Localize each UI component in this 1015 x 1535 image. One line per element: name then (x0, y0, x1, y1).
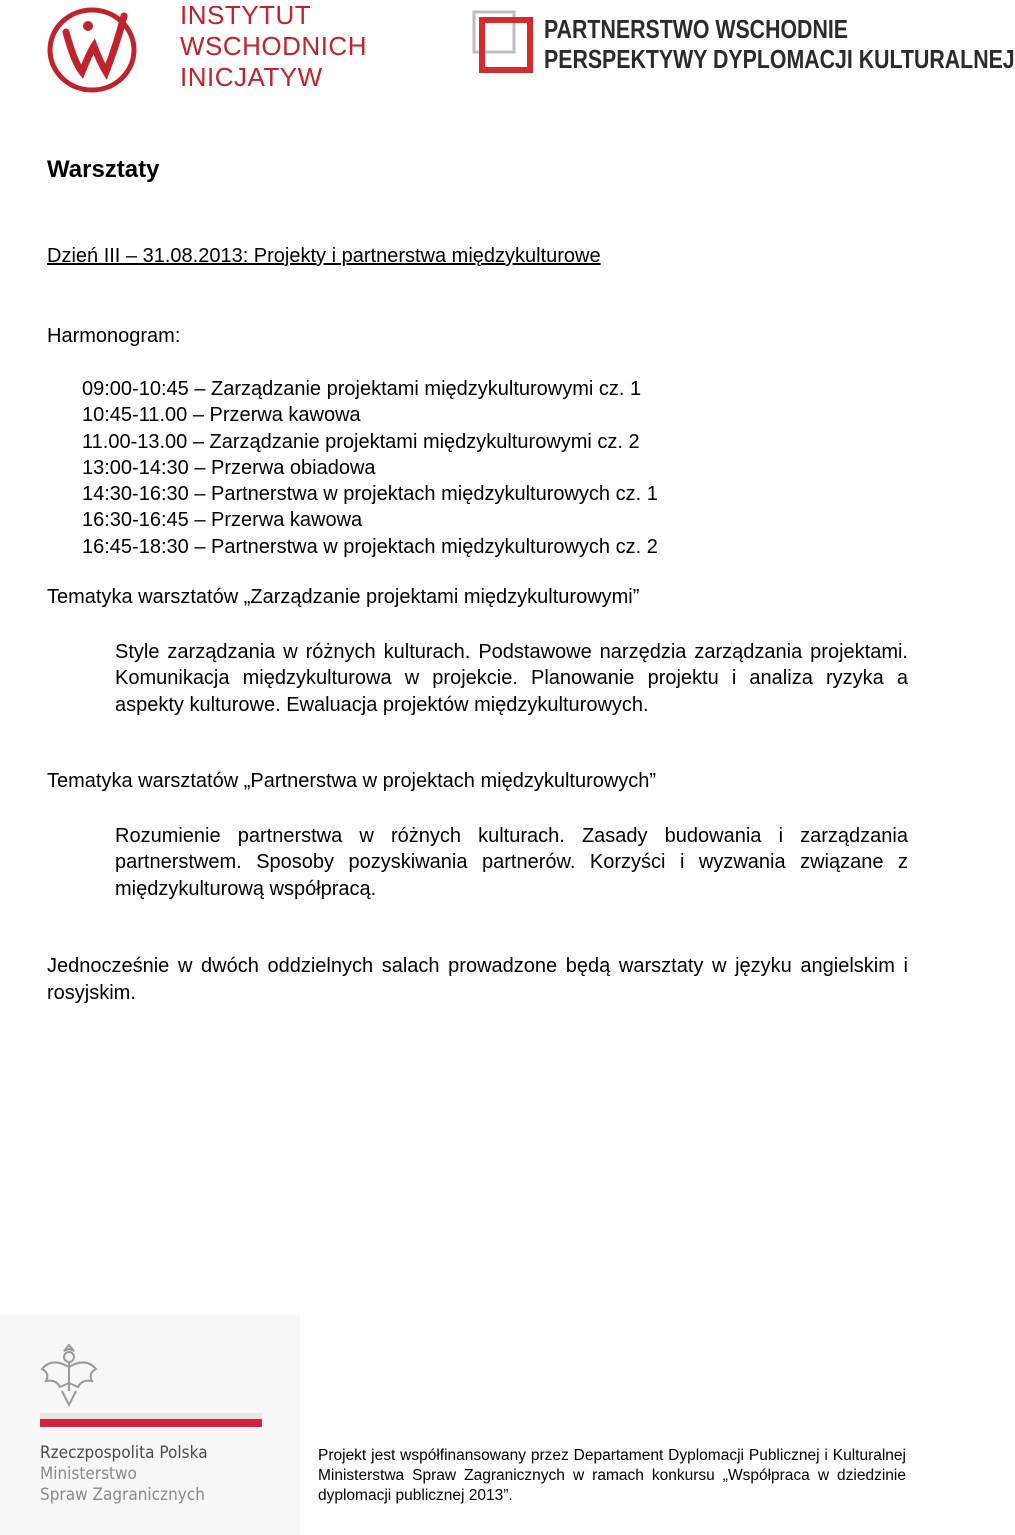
page-title: Warsztaty (47, 156, 160, 183)
iwi-logo-line: INICJATYW (180, 62, 323, 92)
ministry-logo-line: Rzeczpospolita Polska (40, 1443, 208, 1463)
partnerstwo-logo-line: PARTNERSTWO WSCHODNIE (544, 14, 849, 44)
day-heading: Dzień III – 31.08.2013: Projekty i partnerstwa międzykulturowe (47, 245, 601, 267)
ministry-logo-text (40, 1443, 208, 1506)
partnerstwo-logo-text (544, 14, 1015, 74)
topic-heading: Tematyka warsztatów „Partnerstwa w projektach międzykulturowych” (47, 770, 657, 792)
schedule-list (82, 376, 658, 560)
partnerstwo-logo-line: PERSPEKTYWY DYPLOMACJI KULTURALNEJ (544, 44, 1015, 74)
schedule-item: 14:30-16:30 – Partnerstwa w projektach międzykulturowych cz. 1 (82, 483, 658, 506)
flag-stripe-red (40, 1419, 262, 1427)
iwi-logo-line: WSCHODNICH (180, 31, 367, 61)
language-note: Jednocześnie w dwóch oddzielnych salach prowadzone będą warsztaty w języku angielskim i rosyjskim. (47, 955, 908, 1004)
schedule-item: 09:00-10:45 – Zarządzanie projektami międzykulturowymi cz. 1 (82, 378, 642, 400)
eagle-emblem-icon (38, 1339, 100, 1409)
ministry-logo-line: Spraw Zagranicznych (40, 1485, 205, 1505)
iwi-logo-line: INSTYTUT (180, 0, 312, 30)
topic-description: Style zarządzania w różnych kulturach. Podstawowe narzędzia zarządzania projektami. Komunikacja międzykulturowa w projekcie. Planowanie projektu i analiza ryzyka a aspekty kulturowe. Ewaluacja projektów międzykulturowych. (115, 641, 908, 716)
partnerstwo-square-icon (472, 10, 536, 76)
iwi-emblem-icon (44, 2, 144, 96)
iwi-logo (44, 0, 384, 100)
schedule-item: 13:00-14:30 – Przerwa obiadowa (82, 456, 376, 479)
iwi-logo-text (180, 0, 367, 93)
schedule-item: 11.00-13.00 – Zarządzanie projektami międzykulturowymi cz. 2 (82, 430, 640, 453)
ministry-logo-line: Ministerstwo (40, 1464, 137, 1484)
ministry-logo (0, 1315, 300, 1535)
funding-note: Projekt jest współfinansowany przez Departament Dyplomacji Publicznej i Kulturalnej Ministerstwa Spraw Zagranicznych w ramach konkursu „Współpraca w dziedzinie dyplomacji publicznej 2013”. (318, 1447, 906, 1504)
schedule-item: 16:30-16:45 – Przerwa kawowa (82, 509, 363, 532)
topic-description: Rozumienie partnerstwa w różnych kulturach. Zasady budowania i zarządzania partnerstwem. Sposoby pozyskiwania partnerów. Korzyści i wyzwania związane z międzykulturową współpracą. (115, 825, 908, 900)
schedule-label: Harmonogram: (47, 325, 181, 347)
schedule-item: 10:45-11.00 – Przerwa kawowa (82, 404, 361, 427)
schedule-item: 16:45-18:30 – Partnerstwa w projektach międzykulturowych cz. 2 (82, 535, 658, 558)
topic-heading: Tematyka warsztatów „Zarządzanie projektami międzykulturowymi” (47, 586, 640, 608)
partnerstwo-logo (472, 10, 1015, 80)
